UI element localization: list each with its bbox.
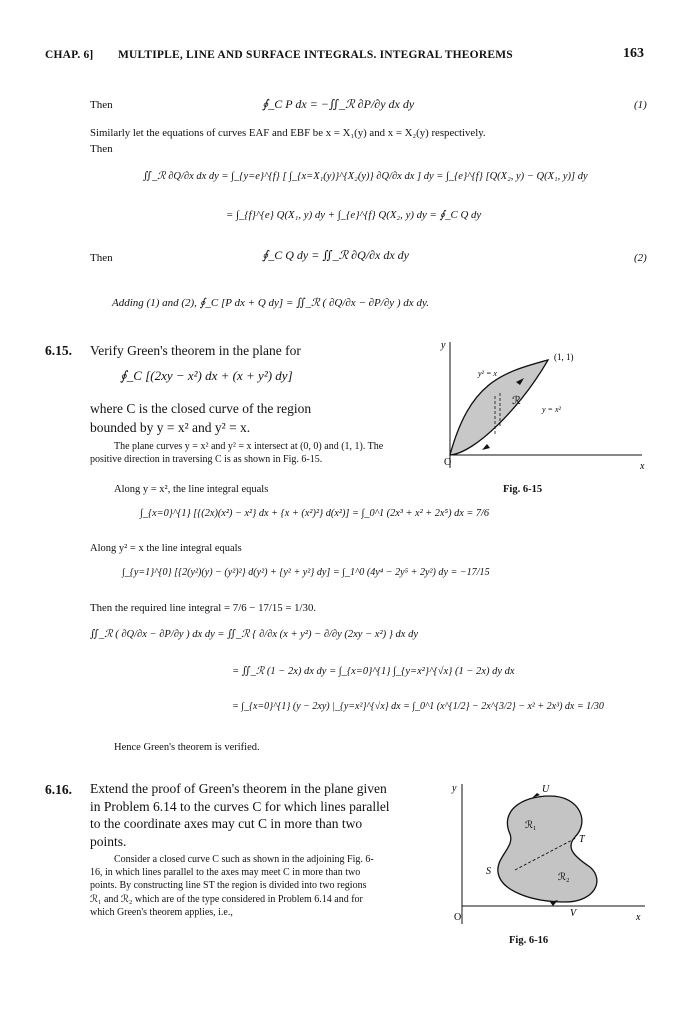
similarly-text: Similarly let the equations of curves EAF and EBF be x = X₁(y) and x = X₂(y) respectively. xyxy=(90,127,486,139)
line-integral-2: ∫_{y=1}^{0} [{2(y²)(y) − (y²)²} d(y²) + {y² + y²} dy] = ∫_1^0 (4y⁴ − 2y⁵ + 2y²) dy = −17/15 xyxy=(122,567,490,578)
fig616-R2: ℛ₂ xyxy=(558,872,570,883)
problem-615-integral: ∮_C [(2xy − x²) dx + (x + y²) dy] xyxy=(120,368,293,383)
problem-616-statement: Extend the proof of Green's theorem in the plane given in Problem 6.14 to the curves C for which lines parallel to the coordinate axes may cut C in more than two points. xyxy=(90,781,390,849)
chapter-label: CHAP. 6] xyxy=(45,49,94,61)
problem-615-para-1: The plane curves y = x² and y² = x intersect at (0, 0) and (1, 1). The positive direction in traversing C is as shown in Fig. 6-15. xyxy=(90,441,384,466)
then-label-3: Then xyxy=(90,252,113,264)
figure-6-15-caption: Fig. 6-15 xyxy=(503,484,543,495)
fig615-region-label: ℛ xyxy=(512,395,521,407)
fig615-point: (1, 1) xyxy=(554,352,574,362)
fig615-y-label: y xyxy=(441,340,446,351)
equation-1-tag: (1) xyxy=(634,99,647,111)
fig616-y-label: y xyxy=(452,783,457,794)
adding-equation: Adding (1) and (2), ∮_C [P dx + Q dy] = ∬_ℛ ( ∂Q/∂x − ∂P/∂y ) dx dy. xyxy=(112,297,429,309)
fig615-region-fill xyxy=(450,360,548,455)
then-label-1: Then xyxy=(90,99,113,111)
fig616-region xyxy=(498,796,597,902)
figure-6-16 xyxy=(440,782,650,932)
equation-2: ∮_C Q dy = ∬_ℛ ∂Q/∂x dx dy xyxy=(262,248,409,262)
problem-615-statement-2: where C is the closed curve of the region xyxy=(90,401,312,416)
equation-q-line1: ∬_ℛ ∂Q/∂x dx dy = ∫_{y=e}^{f} [ ∫_{x=X₁(y)}^{X₂(y)} ∂Q/∂x dx ] dy = ∫_{e}^{f} [Q(X₂, y) − Q(X₁, y)] dy xyxy=(143,171,588,182)
running-title: MULTIPLE, LINE AND SURFACE INTEGRALS. INTEGRAL THEOREMS xyxy=(118,49,513,61)
line-integral-1: ∫_{x=0}^{1} [{(2x)(x²) − x²} dx + {x + (x²)²} d(x²)] = ∫_0^1 (2x³ + x² + 2x⁵) dx = 7/6 xyxy=(140,508,490,519)
fig615-origin: O xyxy=(444,457,452,468)
fig615-curve1-label: y² = x xyxy=(478,369,497,378)
along-2: Along y² = x the line integral equals xyxy=(90,543,242,554)
fig615-curve2-label: y = x² xyxy=(542,405,561,414)
then-label-2: Then xyxy=(90,143,113,155)
required-integral: Then the required line integral = 7/6 − 17/15 = 1/30. xyxy=(90,602,317,614)
equation-1: ∮_C P dx = −∬_ℛ ∂P/∂y dx dy xyxy=(262,97,415,111)
hence-verified: Hence Green's theorem is verified. xyxy=(114,742,260,753)
problem-615-statement-3: bounded by y = x² and y² = x. xyxy=(90,420,251,435)
along-1: Along y = x², the line integral equals xyxy=(114,484,269,495)
problem-number-616: 6.16. xyxy=(45,782,72,797)
page-number: 163 xyxy=(623,46,644,61)
fig616-V: V xyxy=(570,908,577,919)
double-integral-1: ∬_ℛ ( ∂Q/∂x − ∂P/∂y ) dx dy = ∬_ℛ { ∂/∂x (x + y²) − ∂/∂y (2xy − x²) } dx dy xyxy=(90,629,418,640)
fig616-R1: ℛ₁ xyxy=(525,820,537,831)
double-integral-3: = ∫_{x=0}^{1} (y − 2xy) |_{y=x²}^{√x} dx = ∫_0^1 (x^{1/2} − 2x^{3/2} − x² + 2x³) dx = 1/30 xyxy=(232,701,604,712)
fig616-U: U xyxy=(542,784,550,795)
fig616-S: S xyxy=(486,866,491,877)
fig615-arrow-1 xyxy=(482,444,490,450)
equation-q-line2: = ∫_{f}^{e} Q(X₁, y) dy + ∫_{e}^{f} Q(X₂, y) dy = ∮_C Q dy xyxy=(226,209,482,221)
figure-6-16-caption: Fig. 6-16 xyxy=(509,935,549,946)
problem-615-statement-1: Verify Green's theorem in the plane for xyxy=(90,343,301,358)
fig616-x-label: x xyxy=(636,912,641,923)
fig616-origin: O xyxy=(454,912,462,923)
fig616-T: T xyxy=(579,834,585,845)
fig615-x-label: x xyxy=(640,461,645,472)
equation-2-tag: (2) xyxy=(634,252,647,264)
figure-6-15 xyxy=(430,338,650,500)
problem-616-para: Consider a closed curve C such as shown in the adjoining Fig. 6-16, in which lines parallel to the axes may meet C in more than two points. By constructing line ST the region is divided into two regions ℛ₁ and ℛ₂ which are of the type considered in Problem 6.14 and for which Green's theorem applies, i.e., xyxy=(90,854,374,918)
double-integral-2: = ∬_ℛ (1 − 2x) dx dy = ∫_{x=0}^{1} ∫_{y=x²}^{√x} (1 − 2x) dy dx xyxy=(232,666,515,677)
problem-number-615: 6.15. xyxy=(45,343,72,358)
